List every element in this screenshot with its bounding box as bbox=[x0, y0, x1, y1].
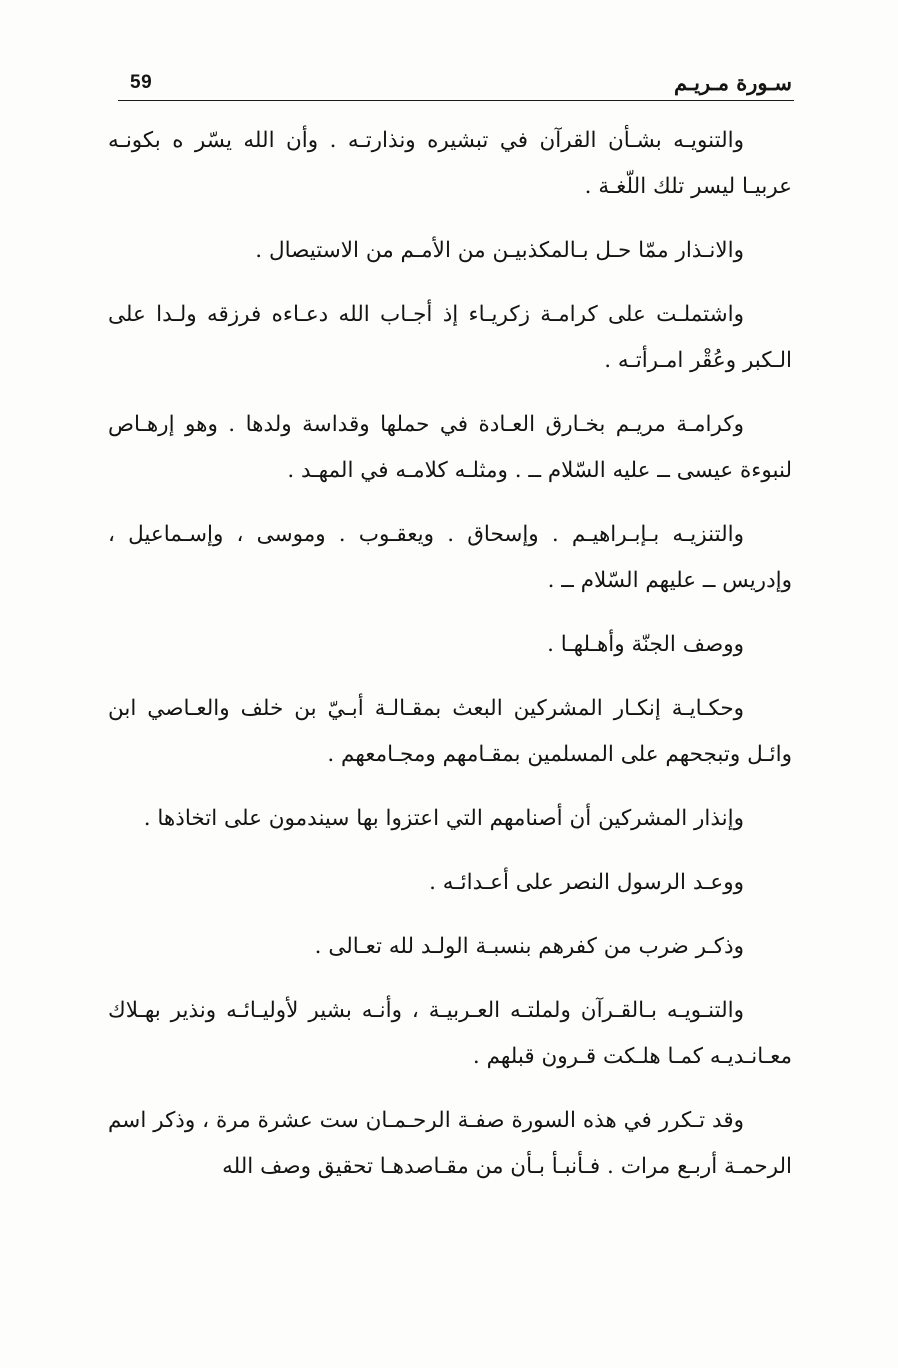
paragraph: وإنذار المشركين أن أصنامهم التي اعتزوا بها سيندمون على اتخاذها . bbox=[143, 806, 744, 831]
paragraph: واشتملـت على كرامـة زكريـاء إذ أجـاب الله دعـاءه فرزقه ولـدا على الـكبر وعُقْر امـرأتـه . bbox=[108, 302, 792, 373]
paragraph: وحكـايـة إنكـار المشركين البعث بمقـالـة أبـيّ بن خلف والعـاصي ابن وائـل وتبجحهم على المسلمين بمقـامهم ومجـامعهم . bbox=[108, 696, 792, 767]
paragraph: وكرامـة مريـم بخـارق العـادة في حملها وقداسة ولدها . وهو إرهـاص لنبوءة عيسى ــ عليه السّلام ــ . ومثلـه كلامـه في المهـد . bbox=[108, 412, 792, 483]
paragraph: وقد تـكرر في هذه السورة صفـة الرحـمـان ست عشرة مرة ، وذكر اسم الرحمـة أربـع مرات . فـأنبـأ بـأن من مقـاصدهـا تحقيق وصف الله bbox=[108, 1108, 792, 1179]
page-header bbox=[118, 66, 794, 101]
paragraph: والتنزيـه بـإبـراهيـم . وإسحاق . ويعقـوب . وموسى ، وإسـماعيل ، وإدريس ــ عليهم السّلام ــ . bbox=[108, 522, 792, 593]
paragraph: ووصف الجنّة وأهـلهـا . bbox=[547, 632, 744, 657]
paragraph: والانـذار ممّا حـل بـالمكذبيـن من الأمـم من الاستيصال . bbox=[255, 238, 744, 263]
paragraph: والتنويـه بشـأن القرآن في تبشيره ونذارتـه . وأن الله يسّر ه بكونـه عربيـا ليسر تلك اللّغـة . bbox=[108, 128, 792, 199]
running-title: سـورة مـريـم bbox=[673, 70, 792, 95]
paragraph: وذكـر ضرب من كفرهم بنسبـة الولـد لله تعـالى . bbox=[314, 934, 744, 959]
paragraph: والتنـويـه بـالقـرآن ولملتـه العـربيـة ، وأنـه بشير لأوليـائـه ونذير بهـلاك معـانـديـه كمـا هلـكت قـرون قبلهم . bbox=[108, 998, 792, 1069]
body-text bbox=[108, 118, 792, 1208]
paragraph: ووعـد الرسول النصر على أعـدائـه . bbox=[429, 870, 744, 895]
page-number: 59 bbox=[130, 72, 153, 93]
